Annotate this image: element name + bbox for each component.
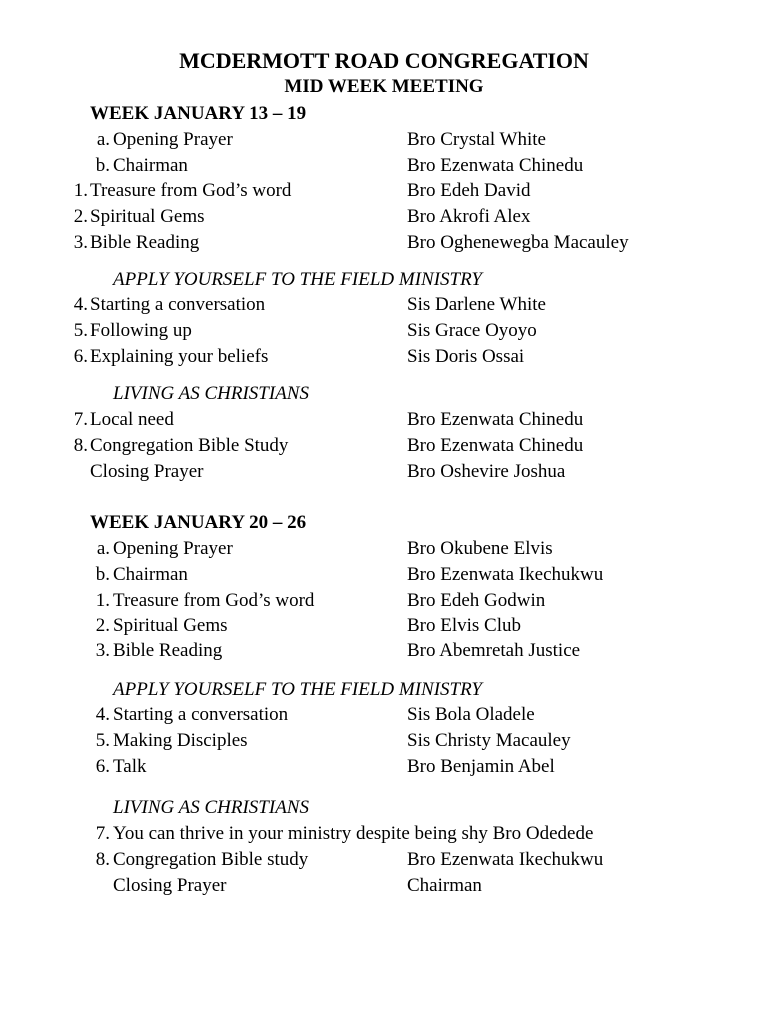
- section-heading-field-ministry: APPLY YOURSELF TO THE FIELD MINISTRY: [113, 679, 482, 700]
- item-part: Congregation Bible study: [113, 849, 309, 870]
- item-assignee: Sis Doris Ossai: [407, 346, 525, 367]
- item-part: Chairman: [113, 155, 188, 176]
- item-assignee: Bro Edeh Godwin: [407, 590, 546, 611]
- item-part: Following up: [90, 320, 192, 341]
- item-part: Chairman: [113, 564, 188, 585]
- item-number: 5.: [73, 320, 88, 341]
- item-part: You can thrive in your ministry despite being shy Bro Odedede: [113, 823, 594, 844]
- week-heading: WEEK JANUARY 13 – 19: [90, 103, 307, 124]
- item-part: Bible Reading: [113, 640, 223, 661]
- item-part: Opening Prayer: [113, 129, 233, 150]
- item-assignee: Bro Okubene Elvis: [407, 538, 553, 559]
- item-number: 4.: [95, 704, 110, 725]
- congregation-title: MCDERMOTT ROAD CONGREGATION: [179, 48, 589, 73]
- item-part: Making Disciples: [113, 730, 248, 751]
- item-part: Treasure from God’s word: [113, 590, 315, 611]
- item-assignee: Bro Crystal White: [407, 129, 546, 150]
- item-assignee: Bro Elvis Club: [407, 615, 522, 636]
- item-number: 1.: [73, 180, 88, 201]
- section-heading-living-as-christians: LIVING AS CHRISTIANS: [113, 797, 309, 818]
- section-heading-field-ministry: APPLY YOURSELF TO THE FIELD MINISTRY: [113, 269, 482, 290]
- item-assignee: Bro Ezenwata Ikechukwu: [407, 849, 604, 870]
- item-number: 7.: [73, 409, 88, 430]
- item-assignee: Bro Ezenwata Chinedu: [407, 435, 584, 456]
- item-number: 8.: [95, 849, 110, 870]
- item-assignee: Bro Edeh David: [407, 180, 531, 201]
- item-number: 4.: [73, 294, 88, 315]
- item-part: Starting a conversation: [90, 294, 266, 315]
- item-part: Talk: [113, 756, 147, 777]
- section-heading-living-as-christians: LIVING AS CHRISTIANS: [113, 383, 309, 404]
- item-part: Explaining your beliefs: [90, 346, 269, 367]
- item-number: 5.: [95, 730, 110, 751]
- item-number: b.: [95, 564, 110, 585]
- item-part: Bible Reading: [90, 232, 200, 253]
- item-number: 2.: [95, 615, 110, 636]
- item-number: 1.: [95, 590, 110, 611]
- item-number: 7.: [95, 823, 110, 844]
- item-assignee: Bro Ezenwata Chinedu: [407, 155, 584, 176]
- item-assignee: Bro Oshevire Joshua: [407, 461, 566, 482]
- item-part: Congregation Bible Study: [90, 435, 289, 456]
- item-number: a.: [96, 129, 110, 150]
- item-number: 8.: [73, 435, 88, 456]
- item-number: 6.: [73, 346, 88, 367]
- item-part: Closing Prayer: [90, 461, 204, 482]
- item-assignee: Bro Ezenwata Chinedu: [407, 409, 584, 430]
- item-part: Spiritual Gems: [90, 206, 205, 227]
- item-number: 3.: [95, 640, 110, 661]
- item-number: 3.: [73, 232, 88, 253]
- item-assignee: Chairman: [407, 875, 482, 896]
- item-part: Local need: [90, 409, 174, 430]
- item-assignee: Sis Grace Oyoyo: [407, 320, 537, 341]
- item-assignee: Bro Abemretah Justice: [407, 640, 581, 661]
- meeting-subtitle: MID WEEK MEETING: [284, 76, 484, 97]
- item-part: Spiritual Gems: [113, 615, 228, 636]
- week-heading: WEEK JANUARY 20 – 26: [90, 512, 307, 533]
- item-assignee: Sis Christy Macauley: [407, 730, 571, 751]
- item-part: Treasure from God’s word: [90, 180, 292, 201]
- item-assignee: Sis Darlene White: [407, 294, 546, 315]
- item-part: Closing Prayer: [113, 875, 227, 896]
- item-number: a.: [96, 538, 110, 559]
- item-assignee: Bro Akrofi Alex: [407, 206, 531, 227]
- item-assignee: Sis Bola Oladele: [407, 704, 535, 725]
- item-assignee: Bro Ezenwata Ikechukwu: [407, 564, 604, 585]
- item-assignee: Bro Benjamin Abel: [407, 756, 555, 777]
- item-part: Opening Prayer: [113, 538, 233, 559]
- item-number: 2.: [73, 206, 88, 227]
- item-assignee: Bro Oghenewegba Macauley: [407, 232, 629, 253]
- item-part: Starting a conversation: [113, 704, 289, 725]
- item-number: b.: [95, 155, 110, 176]
- item-number: 6.: [95, 756, 110, 777]
